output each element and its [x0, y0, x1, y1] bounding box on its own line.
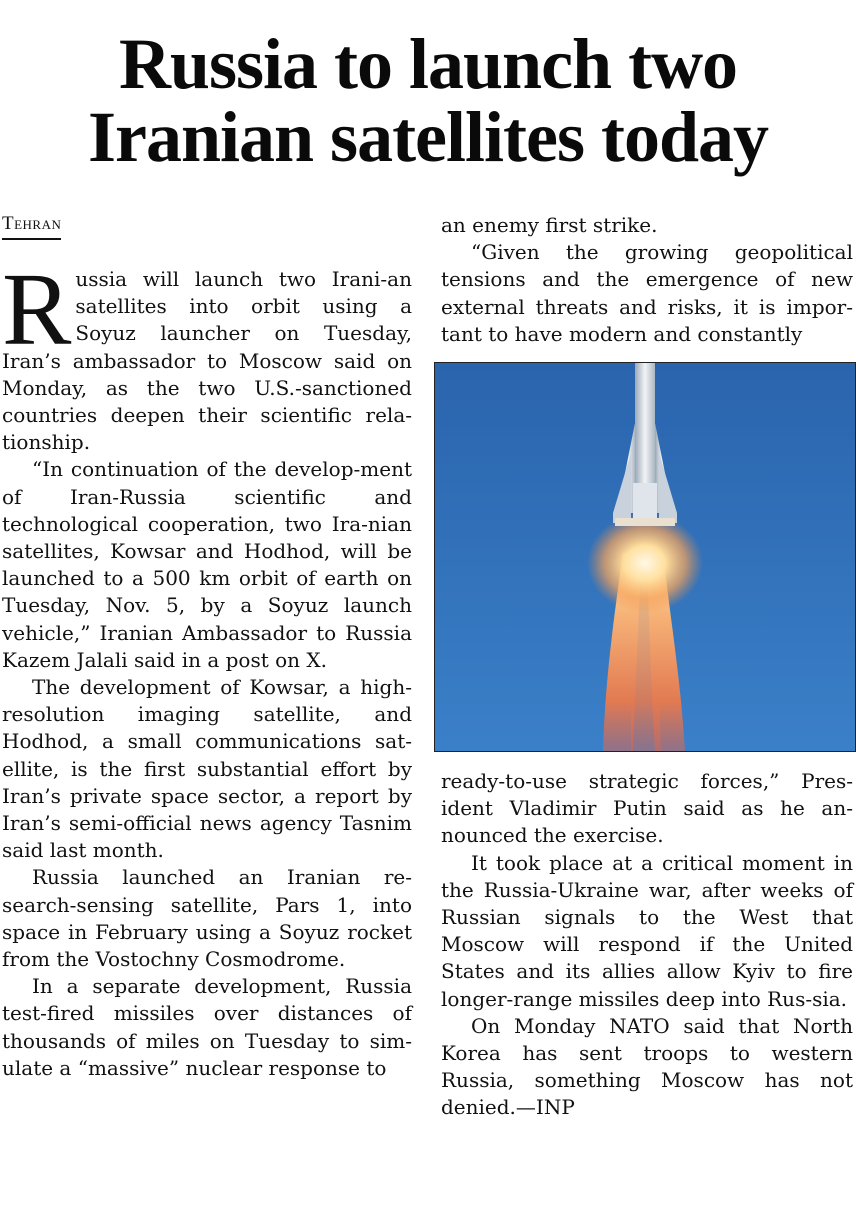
article-paragraph-continued: an enemy first strike. [441, 213, 658, 237]
article-column-right-top [441, 212, 853, 348]
headline-line-2: Iranian satellites today [87, 97, 768, 177]
article-paragraph: “In continuation of the develop-ment of Iran-Russia scientific and technological cooperation, two Ira-nian satellites, Kowsar and Hodhod, will be launched to a 500 km orbit of earth on Tuesday, Nov. 5, by a Soyuz launch vehicle,” Iranian Ambassador to Russia Kazem Jalali said in a post on X. [2, 457, 412, 672]
article-paragraph-continued: ready-to-use strategic forces,” Pres-ident Vladimir Putin said as he an-nounced the exercise. [441, 769, 853, 848]
article-paragraph: On Monday NATO said that North Korea has sent troops to western Russia, something Moscow has not denied.—INP [441, 1013, 853, 1120]
article-column-left [2, 252, 412, 1082]
article-paragraph: “Given the growing geopolitical tensions and the emergence of new external threats and risks, it is impor-tant to have modern and constantly [441, 240, 853, 346]
article-paragraph: The development of Kowsar, a high-resolution imaging satellite, and Hodhod, a small communications sat-ellite, is the first substantial effort by Iran’s private space sector, a report by Iran’s semi-official news agency Tasnim said last month. [2, 675, 412, 863]
article-paragraph: Russia launched an Iranian re-search-sensing satellite, Pars 1, into space in February using a Soyuz rocket from the Vostochny Cosmodrome. [2, 865, 412, 972]
drop-cap: R [2, 252, 72, 367]
dateline: Tehran [2, 212, 61, 240]
article-paragraph: In a separate development, Russia test-fired missiles over distances of thousands of miles on Tuesday to sim-ulate a “massive” nuclear response to [2, 974, 412, 1080]
rocket-launch-photo [434, 362, 856, 752]
paragraph-text: ussia will launch two Irani-an satellites into orbit using a Soyuz launcher on Tuesday, Iran’s ambassador to Moscow said on Monday, as the two U.S.-sanctioned countries deepen their scientific rela-tionship. [2, 267, 412, 455]
headline [0, 24, 856, 177]
article-paragraph [2, 252, 412, 456]
article-column-right-bottom [441, 768, 853, 1122]
rocket-illustration [435, 363, 855, 751]
headline-line-1: Russia to launch two [118, 24, 738, 104]
article-paragraph: It took place at a critical moment in the Russia-Ukraine war, after weeks of Russian signals to the West that Moscow will respond if the United States and its allies allow Kyiv to fire longer-range missiles deep into Rus-sia. [441, 850, 853, 1011]
